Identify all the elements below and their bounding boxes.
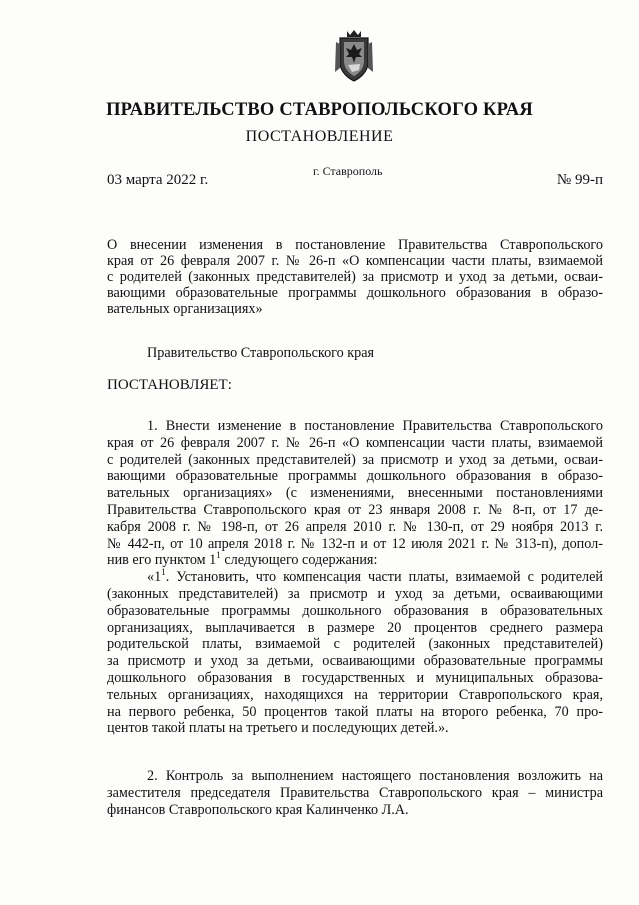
superscript: 1 (216, 550, 221, 561)
paragraph-line: 2. Контроль за выполнением настоящего постановления возложить на (147, 768, 603, 784)
paragraph-line: вательных организациях» (с изменениями, внесенными постановлениями (107, 485, 603, 502)
quote-line: на первого ребенка, 50 процентов такой платы на второго ребенка, 70 про- (107, 703, 603, 720)
subject-line: О внесении изменения в постановление Правительства Ставропольского (107, 237, 603, 253)
coat-of-arms-emblem (332, 28, 376, 84)
paragraph-line: заместителя председателя Правительства Ставропольского края – министра (107, 784, 603, 801)
paragraph-line: кабря 2008 г. № 198-п, от 26 апреля 2010 г. № 130-п, от 29 ноября 2013 г. (107, 518, 603, 535)
paragraph-1 (107, 418, 603, 737)
quote-line: за присмотр и уход за детьми, осваивающими образовательные программы (107, 653, 603, 670)
quote-line (107, 569, 603, 586)
preamble-resolves: ПОСТАНОВЛЯЕТ: (107, 377, 232, 393)
paragraph-line: финансов Ставропольского края Калинченко Л.А. (107, 801, 409, 818)
document-subject (107, 237, 603, 317)
government-title: ПРАВИТЕЛЬСТВО СТАВРОПОЛЬСКОГО КРАЯ (106, 100, 533, 120)
quote-prefix: «1 (147, 569, 162, 586)
paragraph-line: с родителей (законных представителей) за присмотр и уход за детьми, осваи- (107, 451, 603, 468)
document-date: 03 марта 2022 г. (107, 172, 209, 188)
subject-line: вательных организациях» (107, 301, 263, 317)
preamble-government: Правительство Ставропольского края (147, 345, 375, 361)
quote-rest: . Установить, что компенсация части платы, взимаемой с родителей (165, 569, 603, 586)
quote-line: (законных представителей) за присмотр и уход за детьми, осваивающими (107, 585, 603, 602)
quote-line: родительской платы, взимаемой с родителей (законных представителей) (107, 636, 603, 653)
paragraph-line: № 442-п, от 10 апреля 2018 г. № 132-п и от 12 июля 2021 г. № 313-п), допол- (107, 535, 603, 552)
paragraph-line: края от 26 февраля 2007 г. № 26-п «О компенсации части платы, взимаемой (107, 434, 603, 451)
subject-line: края от 26 февраля 2007 г. № 26-п «О компенсации части платы, взимаемой (107, 253, 603, 269)
paragraph-line: вающими образовательные программы дошкольного образования в образо- (107, 468, 603, 485)
subject-line: с родителей (законных представителей) за присмотр и уход за детьми, осваи- (107, 269, 603, 285)
subject-line: вающими образовательные программы дошкольного образования в образо- (107, 285, 603, 301)
paragraph-line: 1. Внести изменение в постановление Правительства Ставропольского (147, 418, 603, 434)
superscript: 1 (161, 567, 166, 578)
line-suffix: следующего содержания: (220, 552, 378, 569)
paragraph-2 (107, 768, 603, 818)
quote-line: центов такой платы на третьего и последующих детей.». (107, 720, 449, 737)
paragraph-line: Правительства Ставропольского края от 23 января 2008 г. № 8-п, от 17 де- (107, 501, 603, 518)
quote-line: тельных организациях, находящихся на территории Ставропольского края, (107, 686, 603, 703)
document-type: ПОСТАНОВЛЕНИЕ (245, 128, 394, 145)
line-prefix: нив его пунктом 1 (107, 552, 217, 569)
quote-line: организациях, выплачивается в размере 20 процентов среднего размера (107, 619, 603, 636)
document-number: № 99-п (556, 172, 603, 188)
paragraph-line (107, 552, 603, 569)
quote-line: образовательные программы дошкольного образования в образовательных (107, 602, 603, 619)
document-city: г. Ставрополь (313, 164, 383, 178)
quote-line: дошкольного образования в государственных и муниципальных образова- (107, 669, 603, 686)
